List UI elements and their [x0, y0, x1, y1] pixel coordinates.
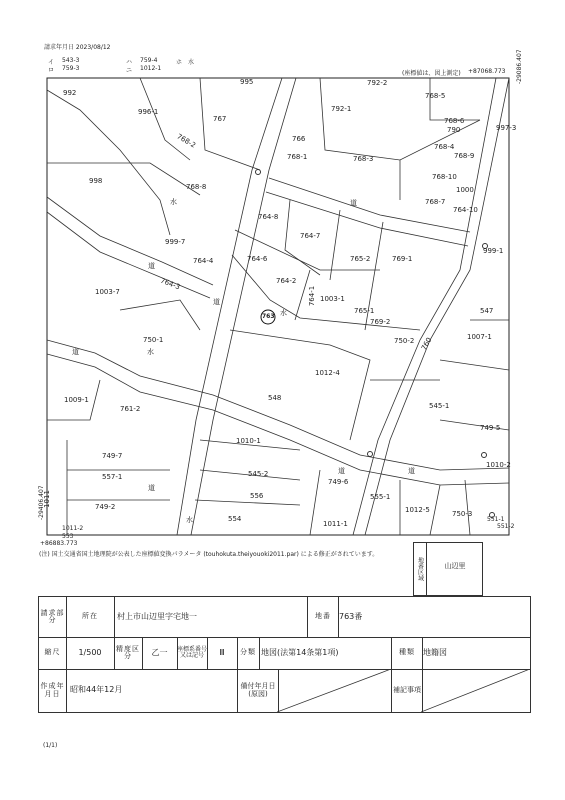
parcel-label: 764-6	[247, 255, 268, 263]
created-value: 昭和44年12月	[70, 685, 123, 695]
parcel-label: 767	[213, 115, 227, 123]
parcel-label: 1011-2	[62, 525, 84, 532]
parcel-label: 765-1	[354, 307, 375, 315]
parcel-label: 764-7	[300, 232, 321, 240]
neighbor-value: 759-3	[62, 65, 80, 72]
road-label: 道	[213, 298, 220, 306]
neighbor-key: ニ	[126, 67, 133, 74]
parcel-label: 545-1	[429, 402, 450, 410]
parcel-label: 749-5	[480, 424, 501, 432]
accuracy-value: 乙一	[142, 637, 178, 669]
road-label: 道	[148, 484, 155, 492]
road-label: 道	[148, 262, 155, 270]
parcel-label: 1009-1	[64, 396, 89, 404]
parcel-label: 750-3	[452, 510, 473, 518]
neighbor-key: ホ	[176, 59, 183, 66]
parcel-label: 764-4	[193, 257, 214, 265]
parcel-label: 750-2	[394, 337, 415, 345]
parcel-label: 765-2	[350, 255, 371, 263]
district-box	[413, 542, 483, 596]
parcel-label: 766	[292, 135, 306, 143]
parcel-label: 768-1	[287, 153, 308, 161]
parcel-label: 749-7	[102, 452, 123, 460]
water-label: 水	[280, 309, 287, 317]
parcel-label: 764-2	[276, 277, 297, 285]
parcel-label: 790	[447, 126, 461, 134]
request-label: 請求部分	[39, 597, 67, 637]
parcel-label: 554	[228, 515, 242, 523]
lot-label: 地番	[307, 597, 339, 637]
parcel-label: 1010-1	[236, 437, 261, 445]
parcel-label: 769-1	[392, 255, 413, 263]
parcel-label: 547	[480, 307, 494, 315]
filed-label: 備付年月日(原図)	[237, 669, 279, 712]
type-value: 地籍図	[423, 647, 447, 657]
parcel-label: 764-10	[453, 206, 478, 214]
neighbor-value: 水	[188, 59, 195, 66]
coord-bottom: +86883.773	[40, 540, 78, 547]
neighbor-key: イ	[48, 59, 55, 66]
parcel-label: 997-3	[496, 124, 517, 132]
water-label: 水	[186, 516, 193, 524]
coord-left: -29406.407	[38, 485, 45, 520]
parcel-label: 769-2	[370, 318, 391, 326]
neighbor-key: ロ	[48, 67, 55, 74]
parcel-label: 792-2	[367, 79, 388, 87]
parcel-label: 764-3	[159, 276, 182, 292]
parcel-label: 999-1	[483, 247, 504, 255]
page-indicator: (1/1)	[43, 742, 58, 749]
parcel-label: 995	[240, 78, 254, 86]
parcel-label: 768-4	[434, 143, 455, 151]
location-value: 村上市山辺里字宅地一	[117, 611, 197, 621]
parcel-label: 545-2	[248, 470, 269, 478]
parcel-label: 996-1	[138, 108, 159, 116]
scale-label: 縮尺	[39, 637, 67, 669]
parcel-label: 556	[250, 492, 264, 500]
lot-value: 763番	[339, 611, 363, 621]
parcel-label: 1003-1	[320, 295, 345, 303]
created-label: 作成年月日	[39, 669, 67, 712]
info-table	[38, 596, 531, 713]
class-value: 地図(法第14条第1項)	[261, 647, 339, 657]
coord-top: +87068.773	[468, 68, 506, 75]
parcel-label: 768-8	[186, 183, 207, 191]
parcel-label: 553	[62, 533, 74, 540]
parcel-label: 750-1	[143, 336, 164, 344]
parcel-label: 749-2	[95, 503, 116, 511]
neighbor-value: 543-3	[62, 57, 80, 64]
parcel-label: 1012-5	[405, 506, 430, 514]
parcel-label: 1010-2	[486, 461, 511, 469]
road-label: 道	[350, 199, 357, 207]
parcel-label: 557-1	[102, 473, 123, 481]
coord-system-label: 座標系番号又は記号	[177, 637, 208, 669]
parcel-label: 768-5	[425, 92, 446, 100]
parcel-label: 999-7	[165, 238, 186, 246]
coord-note: (座標値は、図上測定)	[402, 70, 461, 77]
road-label: 道	[338, 467, 345, 475]
water-label: 水	[170, 198, 177, 206]
parcel-label: 555-1	[370, 493, 391, 501]
transform-note: (注) 国土交通省国土地理院が公表した座標値変換パラメータ (touhokuta.theiyouoki2011.par) による修正がされています。	[39, 551, 379, 558]
neighbor-value: 1012-1	[140, 65, 162, 72]
road-label: 道	[72, 348, 79, 356]
parcel-label: 998	[89, 177, 103, 185]
target-parcel-label: 763	[262, 313, 275, 320]
parcel-label: 768-2	[175, 132, 197, 150]
parcel-label: 1007-1	[467, 333, 492, 341]
road-label: 道	[408, 467, 415, 475]
parcel-label: 1011	[42, 490, 51, 508]
notes-strike	[421, 669, 530, 712]
parcel-label: 764-1	[308, 285, 317, 307]
district-value: 山辺里	[444, 562, 466, 570]
parcel-label: 1011-1	[323, 520, 348, 528]
parcel-label: 1003-7	[95, 288, 120, 296]
parcel-label: 992	[63, 89, 77, 97]
location-label: 所在	[66, 597, 115, 637]
parcel-label: 768-6	[444, 117, 465, 125]
neighbor-key: ハ	[126, 59, 133, 66]
parcel-label: 768-3	[353, 155, 374, 163]
parcel-label: 768-10	[432, 173, 457, 181]
parcel-label: 749-6	[328, 478, 349, 486]
coord-right: -29086.407	[516, 49, 523, 84]
parcel-label: 764-8	[258, 213, 279, 221]
coord-system-value: Ⅲ	[207, 637, 238, 669]
district-label: 地番区域	[414, 543, 427, 595]
water-label: 水	[147, 348, 154, 356]
parcel-label: 551-1	[487, 516, 505, 523]
print-date: 請求年月日 2023/08/12	[44, 44, 111, 51]
notes-label: 補記事項	[391, 669, 423, 712]
accuracy-label: 精度区分	[114, 637, 143, 669]
parcel-label: 551-2	[497, 523, 515, 530]
parcel-label: 1000	[456, 186, 474, 194]
type-label: 種類	[391, 637, 423, 669]
filed-strike	[277, 669, 391, 712]
scale-value: 1/500	[66, 637, 115, 669]
parcel-label: 768-7	[425, 198, 446, 206]
parcel-label: 548	[268, 394, 282, 402]
parcel-label: 768-9	[454, 152, 475, 160]
neighbor-value: 759-4	[140, 57, 158, 64]
class-label: 分類	[237, 637, 260, 669]
parcel-label: 761-2	[120, 405, 141, 413]
parcel-label: 760	[419, 336, 434, 352]
parcel-label: 1012-4	[315, 369, 340, 377]
parcel-label: 792-1	[331, 105, 352, 113]
